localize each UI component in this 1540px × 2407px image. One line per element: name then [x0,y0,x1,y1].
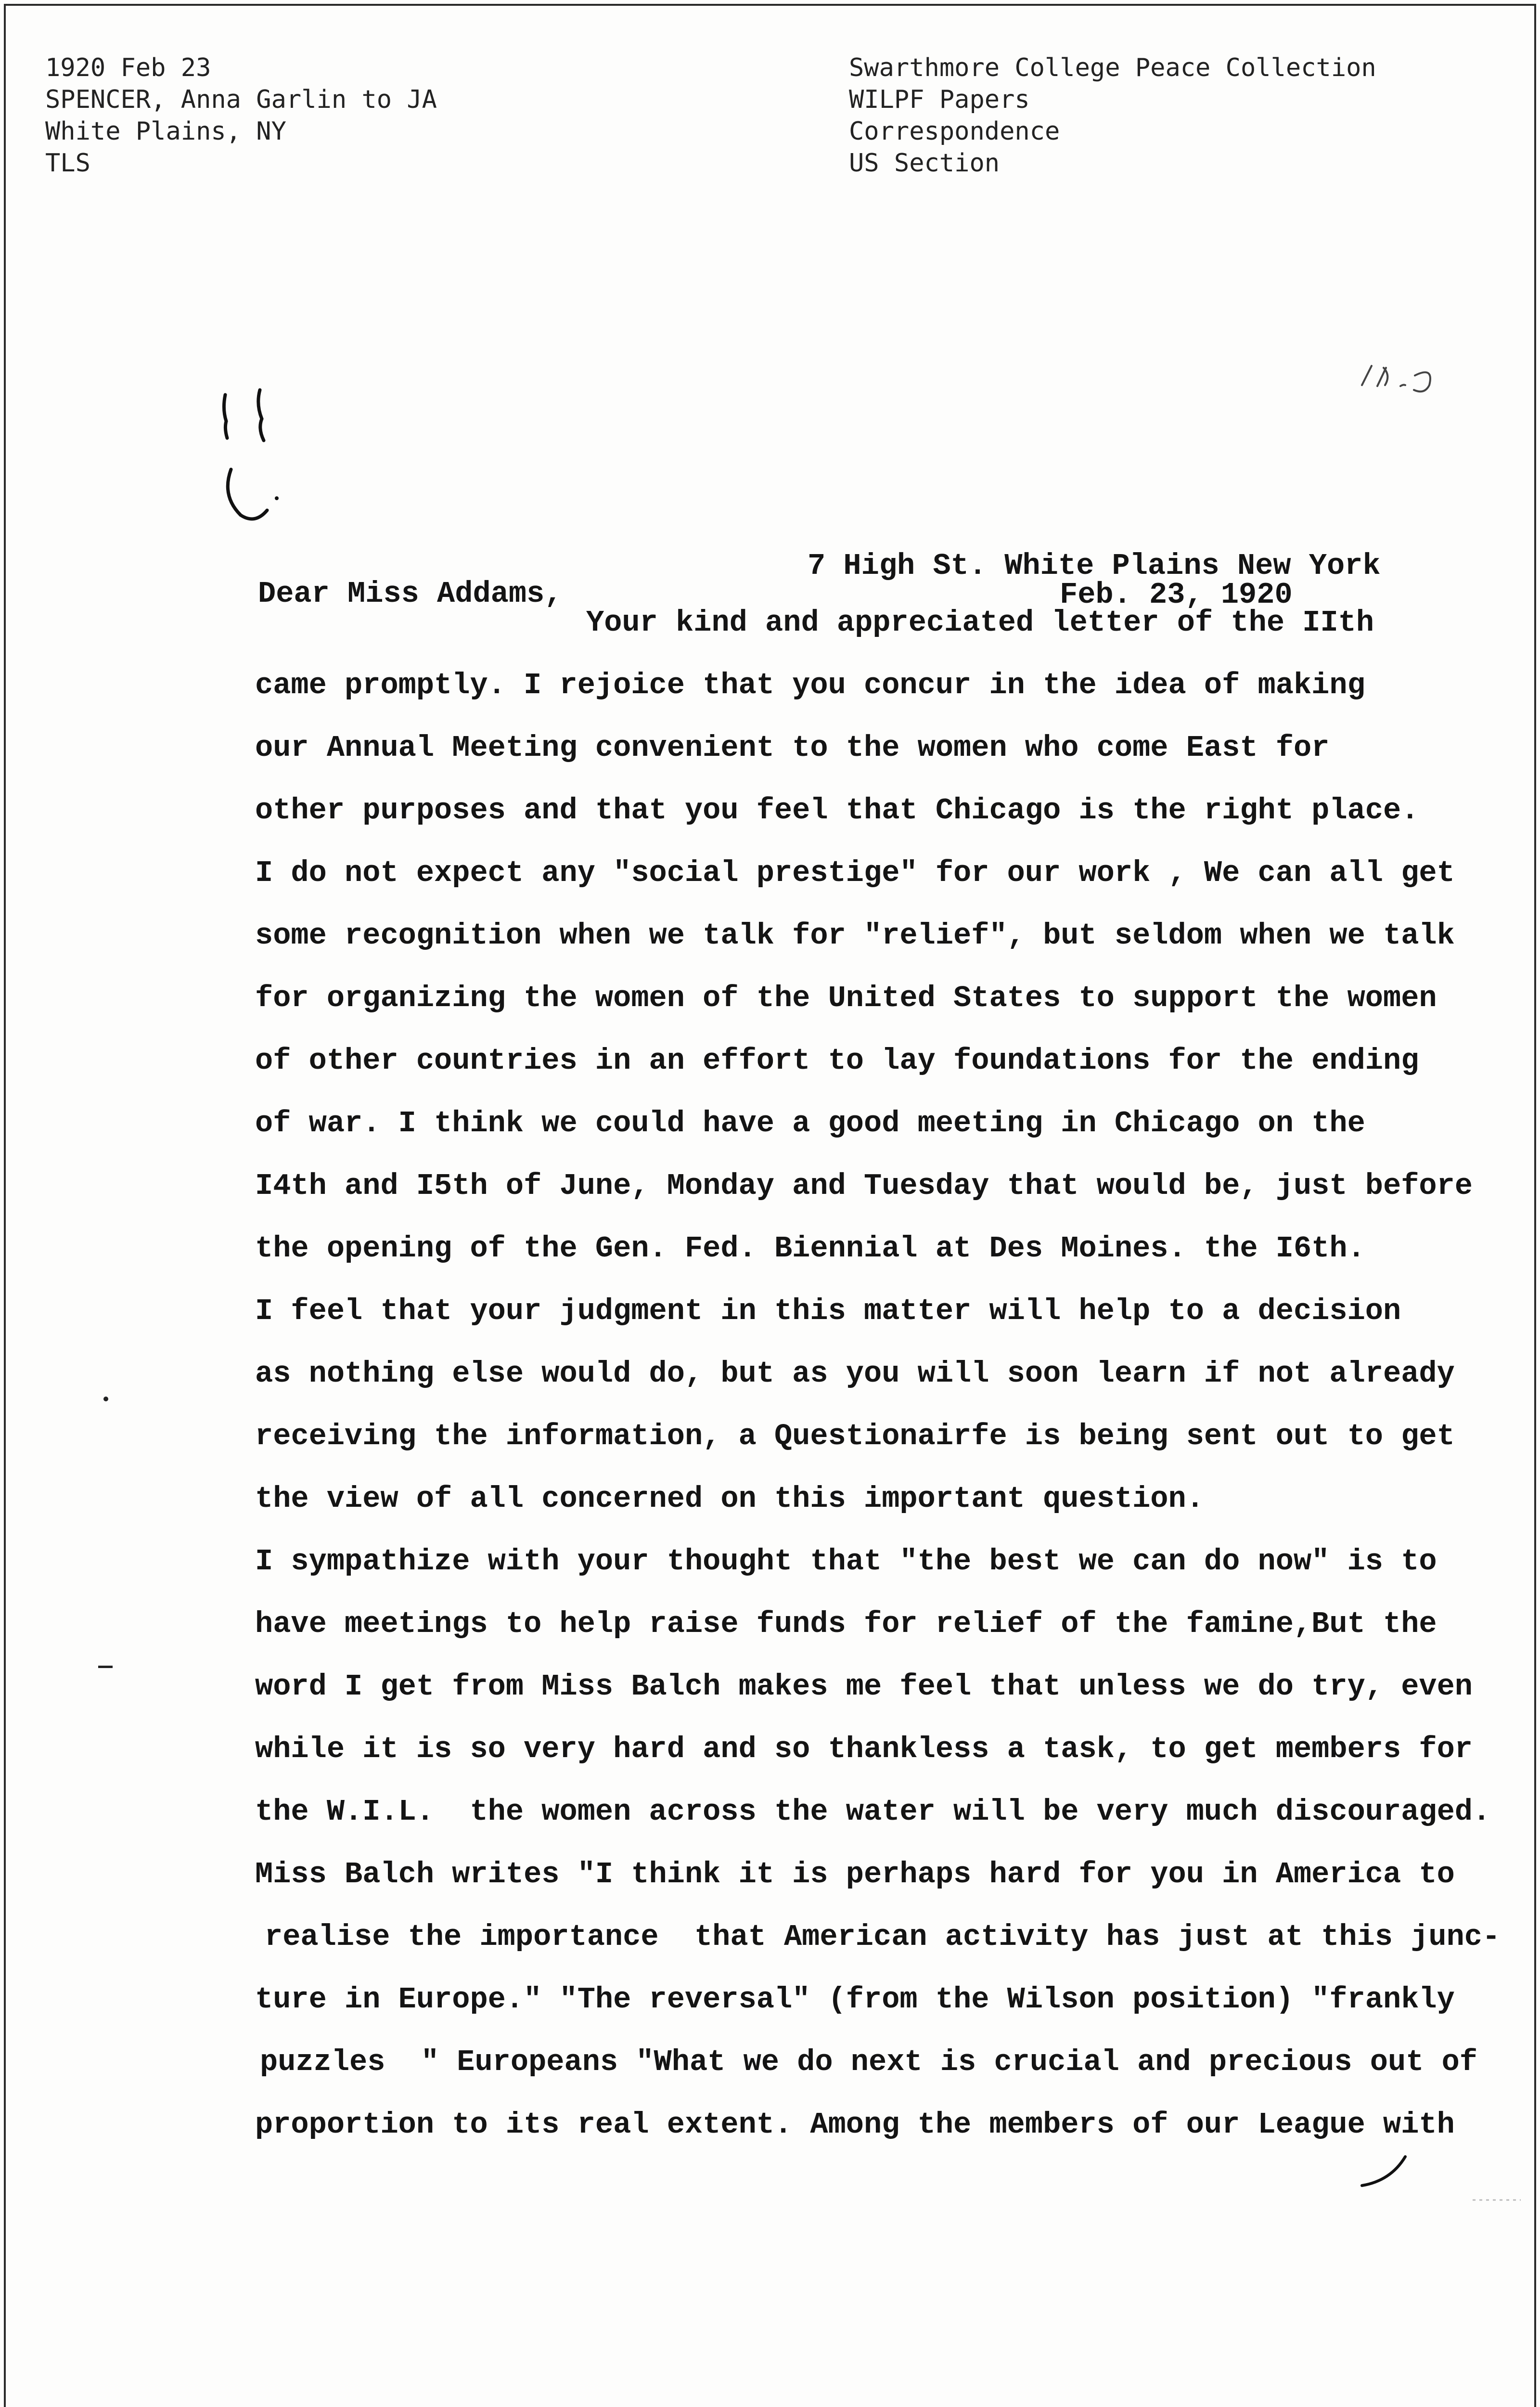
letter-line: other purposes and that you feel that Chicago is the right place. [255,793,1419,828]
letter-line: our Annual Meeting convenient to the women who come East for [255,731,1330,765]
letter-line: proportion to its real extent. Among the members of our League with [255,2108,1455,2142]
letter-line: the view of all concerned on this important question. [255,1482,1204,1516]
letter-date: Feb. 23, 1920 [1060,578,1293,612]
letter-line: while it is so very hard and so thankless a task, to get members for [255,1732,1473,1766]
handwritten-caret-mark [1357,2147,1415,2195]
scan-artifact-mark [1468,2186,1526,2214]
letter-line: Your kind and appreciated letter of the IIth [586,606,1374,640]
citation-type: TLS [45,149,90,178]
citation-date: 1920 Feb 23 [45,53,211,82]
archive-collection [849,52,1376,179]
margin-dots [96,1391,116,1825]
letter-line: I feel that your judgment in this matter will help to a decision [255,1294,1401,1328]
letter-line: as nothing else would do, but as you will soon learn if not already [255,1357,1455,1391]
letter-line: receiving the information, a Questionairfe is being sent out to get [255,1419,1455,1453]
salutation: Dear Miss Addams, [258,577,563,611]
letter-line: of other countries in an effort to lay foundations for the ending [255,1044,1419,1078]
letter-line: I sympathize with your thought that "the best we can do now" is to [255,1544,1437,1579]
letter-line: the W.I.L. the women across the water will be very much discouraged. [255,1795,1491,1829]
archive-citation [45,52,437,179]
collection-series: Correspondence [849,117,1060,146]
citation-place: White Plains, NY [45,117,286,146]
letter-line: came promptly. I rejoice that you concur in the idea of making [255,668,1365,702]
letter-line: realise the importance that American activity has just at this junc- [265,1920,1501,1954]
collection-name: Swarthmore College Peace Collection [849,53,1376,82]
page-number-scribble [1357,356,1439,400]
collection-section: US Section [849,149,1000,178]
letter-line: Miss Balch writes "I think it is perhaps hard for you in America to [255,1857,1455,1891]
letter-line: I do not expect any "social prestige" for our work , We can all get [255,856,1455,890]
letter-line: have meetings to help raise funds for relief of the famine,But the [255,1607,1437,1641]
letter-line: word I get from Miss Balch makes me feel that unless we do try, even [255,1669,1473,1704]
letter-body [255,606,1506,2142]
handwritten-page-number [1357,356,1439,409]
letter-line: for organizing the women of the United States to support the women [255,981,1437,1015]
letter-line: I4th and I5th of June, Monday and Tuesday that would be, just before [255,1169,1473,1203]
collection-papers: WILPF Papers [849,85,1030,114]
letter-line: some recognition when we talk for "relief", but seldom when we talk [255,919,1455,953]
sender-address: 7 High St. White Plains New York [808,549,1381,583]
letter-line: puzzles " Europeans "What we do next is crucial and precious out of [260,2045,1478,2079]
letter-line: ture in Europe." "The reversal" (from the Wilson position) "frankly [255,1982,1455,2017]
margin-handwritten-mark [212,380,298,539]
letter-line: of war. I think we could have a good meeting in Chicago on the [255,1106,1365,1140]
citation-correspondents: SPENCER, Anna Garlin to JA [45,85,437,114]
letter-line: the opening of the Gen. Fed. Biennial at Des Moines. the I6th. [255,1231,1365,1266]
